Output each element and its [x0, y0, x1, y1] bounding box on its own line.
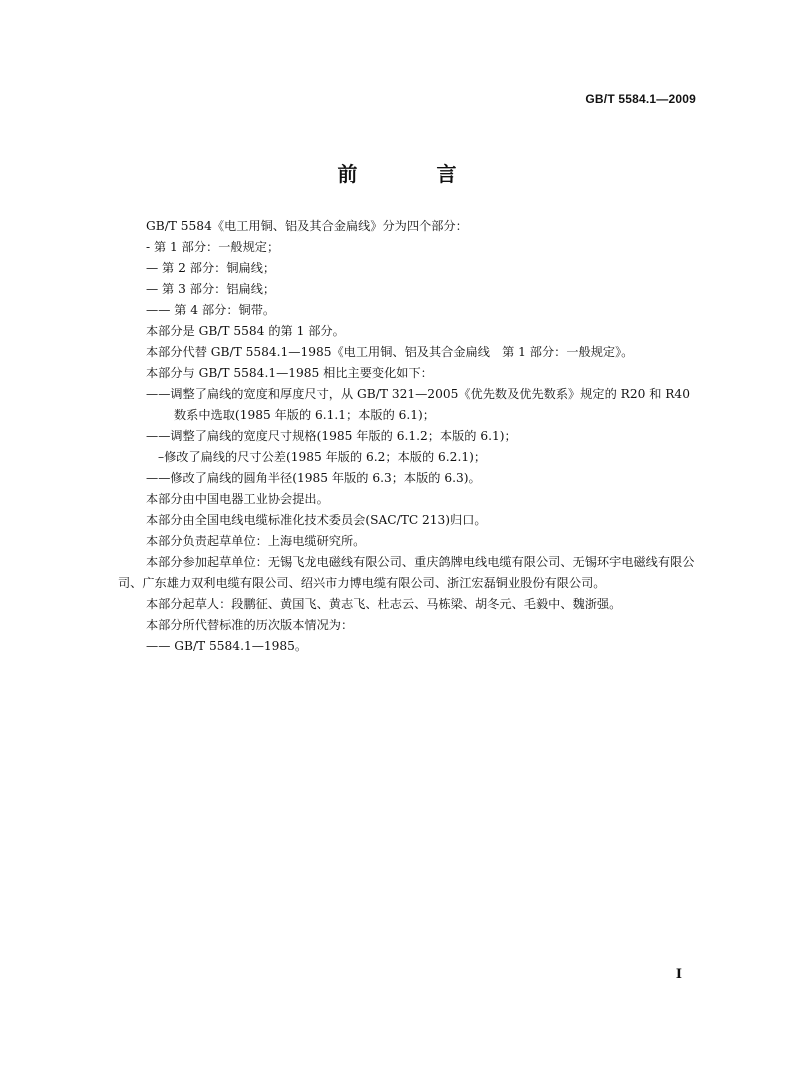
paragraph-under-jurisdiction: 本部分由全国电线电缆标准化技术委员会(SAC/TC 213)归口。 [146, 513, 487, 527]
list-item-part3: — 第 3 部分：铝扁线； [146, 282, 276, 296]
page-number: I [675, 967, 682, 982]
change-item-3: –修改了扁线的尺寸公差(1985 年版的 6.2；本版的 6.2.1)； [158, 450, 487, 464]
paragraph-history-intro: 本部分所代替标准的历次版本情况为： [146, 618, 354, 632]
change-item-2: ——调整了扁线的宽度尺寸规格(1985 年版的 6.1.2；本版的 6.1)； [146, 429, 517, 443]
paragraph-part-of: 本部分是 GB/T 5584 的第 1 部分。 [146, 324, 345, 338]
paragraph-changes-intro: 本部分与 GB/T 5584.1—1985 相比主要变化如下： [146, 366, 433, 380]
foreword-body [118, 216, 698, 657]
list-item-part4: —— 第 4 部分：铜带。 [146, 303, 276, 317]
page-title: 前 言 [337, 162, 493, 186]
paragraph-drafters: 本部分起草人：段鹏征、黄国飞、黄志飞、杜志云、马栋梁、胡冬元、毛毅中、魏浙强。 [146, 597, 622, 611]
list-item-part1: - 第 1 部分：一般规定； [146, 240, 280, 254]
paragraph-replaces: 本部分代替 GB/T 5584.1—1985《电工用铜、铝及其合金扁线 第 1 部分：一般规定》。 [146, 345, 634, 359]
paragraph-intro: GB/T 5584《电工用铜、铝及其合金扁线》分为四个部分： [146, 219, 468, 233]
standard-number: GB/T 5584.1—2009 [585, 92, 696, 106]
change-item-4: ——修改了扁线的圆角半径(1985 年版的 6.3；本版的 6.3)。 [146, 471, 481, 485]
paragraph-proposed-by: 本部分由中国电器工业协会提出。 [146, 492, 329, 506]
change-item-1: ——调整了扁线的宽度和厚度尺寸，从 GB/T 321—2005《优先数及优先数系》规定的 R20 和 R40 [146, 387, 690, 401]
paragraph-drafting-unit: 本部分负责起草单位：上海电缆研究所。 [146, 534, 366, 548]
history-item: —— GB/T 5584.1—1985。 [146, 639, 308, 653]
change-item-1-cont: 数系中选取(1985 年版的 6.1.1；本版的 6.1)； [174, 408, 435, 422]
paragraph-participating-units: 本部分参加起草单位：无锡飞龙电磁线有限公司、重庆鸽牌电线电缆有限公司、无锡环宇电磁线有限公司、广东雄力双利电缆有限公司、绍兴市力博电缆有限公司、浙江宏磊铜业股份有限公司。 [118, 555, 695, 590]
list-item-part2: — 第 2 部分：铜扁线； [146, 261, 276, 275]
